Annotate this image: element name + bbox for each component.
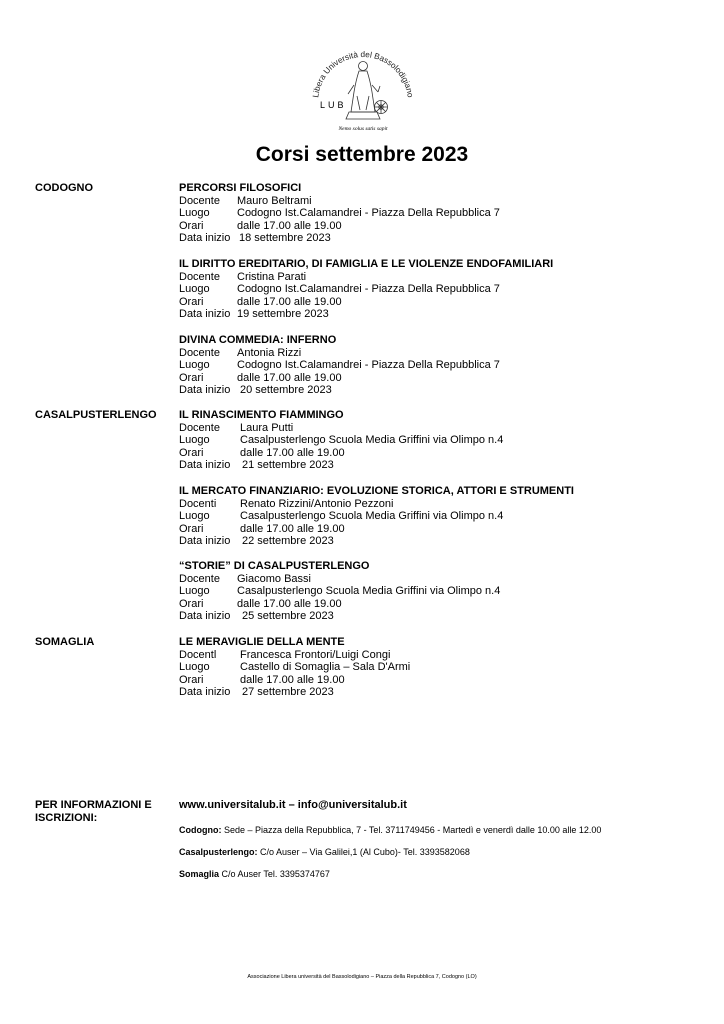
course-row-data-inizio xyxy=(179,686,699,699)
row-label: Orari xyxy=(179,371,204,384)
course-row-data-inizio xyxy=(179,384,699,397)
course-row-data-inizio xyxy=(179,459,699,472)
course-row-docenti xyxy=(179,498,699,511)
row-label: Orari xyxy=(179,522,204,535)
row-value: Laura Putti xyxy=(240,421,294,434)
row-label: Data inizio xyxy=(179,232,231,245)
course-row-docente xyxy=(179,422,699,435)
course-row-luogo xyxy=(179,585,699,598)
row-value: Castello di Somaglia – Sala D'Armi xyxy=(240,661,411,674)
contact-place: Somaglia xyxy=(179,869,220,879)
contact-casalpusterlengo xyxy=(179,847,470,858)
contact-text: Sede – Piazza della Repubblica, 7 - Tel. 3711749456 - Martedì e venerdì dalle 10.00 alle 12.00 xyxy=(221,825,602,835)
svg-text:Libera Università del Bassolod: Libera Università del Bassolodigiano xyxy=(311,49,415,99)
row-label: Orari xyxy=(179,673,204,686)
lub-logo xyxy=(304,40,422,136)
row-value: dalle 17.00 alle 19.00 xyxy=(237,219,342,232)
contact-place: Casalpusterlengo: xyxy=(179,847,258,857)
course-row-docente xyxy=(179,195,699,208)
course-row-orari xyxy=(179,447,699,460)
row-value: Giacomo Bassi xyxy=(237,572,311,585)
course-block xyxy=(179,485,699,548)
row-value: 21 settembre 2023 xyxy=(242,459,334,472)
row-value: Cristina Parati xyxy=(237,270,307,283)
row-value: dalle 17.00 alle 19.00 xyxy=(240,446,345,459)
row-value: Francesca Frontori/Luigi Congi xyxy=(240,648,391,661)
course-row-orari xyxy=(179,220,699,233)
row-value: Codogno Ist.Calamandrei - Piazza Della Repubblica 7 xyxy=(237,283,500,296)
page-footer: Associazione Libera università del Bassolodigiano – Piazza della Repubblica 7, Codogno (LO) xyxy=(247,974,477,980)
course-row-docenti xyxy=(179,649,699,662)
row-label: Data inizio xyxy=(179,610,231,623)
row-value: 25 settembre 2023 xyxy=(242,610,334,623)
row-label: Orari xyxy=(179,219,204,232)
info-heading-line1: PER INFORMAZIONI E xyxy=(35,799,152,811)
row-label: Luogo xyxy=(179,661,210,674)
course-block xyxy=(179,258,699,321)
row-value: 19 settembre 2023 xyxy=(237,308,329,321)
course-title: LE MERAVIGLIE DELLA MENTE xyxy=(179,636,345,648)
row-label: Data inizio xyxy=(179,686,231,699)
course-row-luogo xyxy=(179,283,699,296)
row-label: Data inizio xyxy=(179,535,231,548)
row-value: Casalpusterlengo Scuola Media Griffini via Olimpo n.4 xyxy=(240,510,504,523)
course-block xyxy=(179,636,699,699)
website-email-link[interactable]: www.universitalub.it – info@universitalub.it xyxy=(179,799,407,811)
course-row-luogo xyxy=(179,434,699,447)
course-row-data-inizio xyxy=(179,535,699,548)
row-label: Luogo xyxy=(179,585,210,598)
row-value: Mauro Beltrami xyxy=(237,194,312,207)
row-label: Orari xyxy=(179,446,204,459)
row-value: dalle 17.00 alle 19.00 xyxy=(237,597,342,610)
location-casalpusterlengo: CASALPUSTERLENGO xyxy=(35,409,157,421)
course-block xyxy=(179,560,699,623)
row-value: Codogno Ist.Calamandrei - Piazza Della Repubblica 7 xyxy=(237,207,500,220)
row-label: Docenti xyxy=(179,497,217,510)
logo-motto: Nemo solus satis sapit xyxy=(338,126,388,132)
course-row-orari xyxy=(179,296,699,309)
contact-text: C/o Auser Tel. 3395374767 xyxy=(219,869,330,879)
row-value: dalle 17.00 alle 19.00 xyxy=(237,295,342,308)
row-value: Codogno Ist.Calamandrei - Piazza Della Repubblica 7 xyxy=(237,359,500,372)
course-row-luogo xyxy=(179,510,699,523)
course-row-docente xyxy=(179,271,699,284)
row-value: dalle 17.00 alle 19.00 xyxy=(240,522,345,535)
course-title: PERCORSI FILOSOFICI xyxy=(179,182,302,194)
row-label: Docente xyxy=(179,572,220,585)
course-row-luogo xyxy=(179,661,699,674)
course-block xyxy=(179,409,699,472)
row-value: Renato Rizzini/Antonio Pezzoni xyxy=(240,497,394,510)
course-row-orari xyxy=(179,598,699,611)
contact-somaglia xyxy=(179,869,330,880)
logo-short-text: LUB xyxy=(320,100,347,110)
location-codogno: CODOGNO xyxy=(35,182,94,194)
course-row-data-inizio xyxy=(179,308,699,321)
course-row-orari xyxy=(179,674,699,687)
row-label: Luogo xyxy=(179,434,210,447)
course-row-orari xyxy=(179,523,699,536)
row-label: Orari xyxy=(179,295,204,308)
row-label: Luogo xyxy=(179,283,210,296)
course-row-docente xyxy=(179,573,699,586)
row-label: Docentl xyxy=(179,648,217,661)
info-heading-line2: ISCRIZIONI: xyxy=(35,812,98,824)
course-title: IL MERCATO FINANZIARIO: EVOLUZIONE STORICA, ATTORI E STRUMENTI xyxy=(179,485,574,497)
course-block xyxy=(179,182,699,245)
row-value: dalle 17.00 alle 19.00 xyxy=(237,371,342,384)
row-label: Docente xyxy=(179,194,220,207)
row-value: 27 settembre 2023 xyxy=(242,686,334,699)
course-title: IL RINASCIMENTO FIAMMINGO xyxy=(179,409,344,421)
row-label: Docente xyxy=(179,421,220,434)
row-label: Docente xyxy=(179,270,220,283)
course-block xyxy=(179,334,699,397)
row-value: Casalpusterlengo Scuola Media Griffini via Olimpo n.4 xyxy=(240,434,504,447)
row-label: Data inizio xyxy=(179,384,231,397)
course-row-data-inizio xyxy=(179,610,699,623)
course-title: “STORIE” DI CASALPUSTERLENGO xyxy=(179,560,370,572)
row-label: Docente xyxy=(179,346,220,359)
course-row-luogo xyxy=(179,359,699,372)
course-row-data-inizio xyxy=(179,232,699,245)
info-heading xyxy=(35,799,175,825)
row-value: dalle 17.00 alle 19.00 xyxy=(240,673,345,686)
row-value: Casalpusterlengo Scuola Media Griffini via Olimpo n.4 xyxy=(237,585,501,598)
page-title: Corsi settembre 2023 xyxy=(255,143,469,166)
row-label: Luogo xyxy=(179,207,210,220)
contact-codogno xyxy=(179,825,601,836)
row-label: Luogo xyxy=(179,359,210,372)
row-label: Data inizio xyxy=(179,459,231,472)
row-value: 20 settembre 2023 xyxy=(240,384,332,397)
row-label: Data inizio xyxy=(179,308,231,321)
row-value: 22 settembre 2023 xyxy=(242,535,334,548)
row-value: 18 settembre 2023 xyxy=(239,232,331,245)
course-title: IL DIRITTO EREDITARIO, DI FAMIGLIA E LE VIOLENZE ENDOFAMILIARI xyxy=(179,258,554,270)
row-label: Orari xyxy=(179,597,204,610)
row-label: Luogo xyxy=(179,510,210,523)
course-row-docente xyxy=(179,347,699,360)
course-row-orari xyxy=(179,372,699,385)
contact-text: C/o Auser – Via Galilei,1 (Al Cubo)- Tel. 3393582068 xyxy=(257,847,470,857)
course-title: DIVINA COMMEDIA: INFERNO xyxy=(179,334,337,346)
location-somaglia: SOMAGLIA xyxy=(35,636,95,648)
course-row-luogo xyxy=(179,207,699,220)
contact-place: Codogno: xyxy=(179,825,222,835)
row-value: Antonia Rizzi xyxy=(237,346,302,359)
